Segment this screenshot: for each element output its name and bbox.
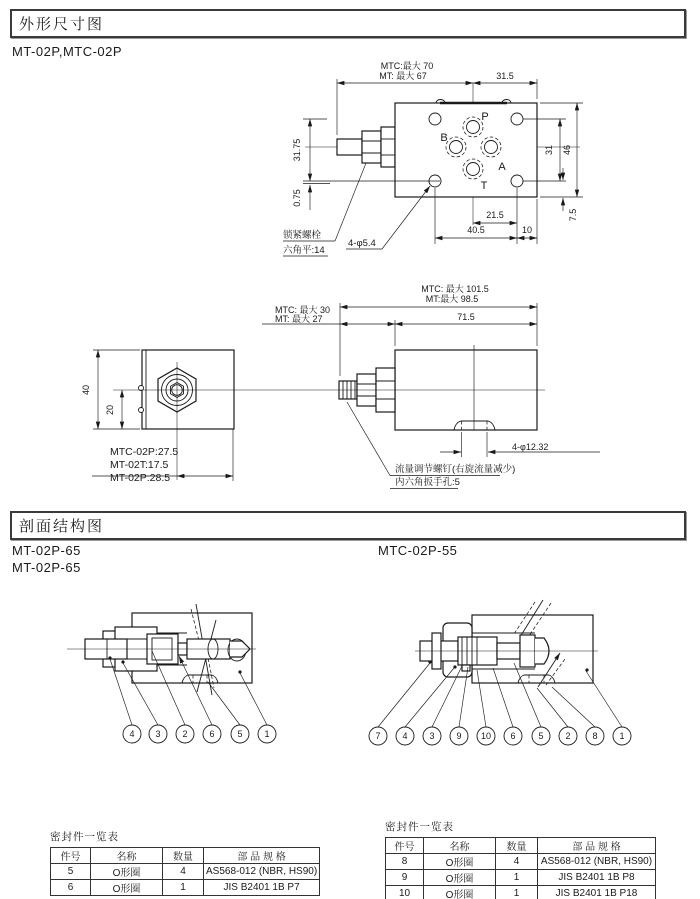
- callout-hex-flat: 六角平:14: [283, 245, 325, 256]
- cell-name: O形圈: [424, 886, 496, 899]
- balloon-r5-label: 5: [538, 731, 544, 741]
- dim-31-75: 31.75: [292, 138, 302, 162]
- balloon-9-label: 9: [456, 731, 462, 741]
- cell-name: O形圈: [91, 880, 163, 896]
- balloon-r4-label: 4: [402, 731, 408, 741]
- col-spec: 部 品 规 格: [538, 838, 656, 854]
- section2-header: [10, 511, 686, 540]
- section2-model-right: MTC-02P-55: [378, 543, 458, 558]
- balloon-3-label: 3: [155, 729, 161, 739]
- side-front-view-drawing: [80, 280, 640, 495]
- port-label-p: P: [481, 111, 489, 123]
- dim-71-5: 71.5: [457, 312, 475, 322]
- port-label-a: A: [498, 161, 506, 173]
- balloon-5-label: 5: [237, 729, 243, 739]
- balloon-1-label: 1: [264, 729, 270, 739]
- balloon-r3-label: 3: [429, 731, 435, 741]
- seal-table-right-title: 密封件一览表: [385, 821, 454, 833]
- table-row: [386, 854, 656, 870]
- dim-46: 46: [562, 144, 572, 156]
- seal-table-left: [50, 829, 320, 896]
- dim-mt-27: MT: 最大 27: [275, 314, 323, 324]
- cell-name: O形圈: [91, 864, 163, 880]
- cell-qty: 1: [496, 886, 538, 899]
- dim-40-5: 40.5: [467, 225, 485, 235]
- cell-spec: JIS B2401 1B P18: [538, 886, 656, 899]
- cross-section-right: [355, 595, 655, 755]
- cell-part-no: 10: [386, 886, 424, 899]
- dim-mtc-length: MTC:最大 70: [380, 61, 434, 71]
- section2-model-left1: MT-02P-65: [12, 543, 81, 558]
- cell-part-no: 5: [51, 864, 91, 880]
- top-view-drawing: [270, 58, 610, 258]
- table-row: [386, 870, 656, 886]
- balloon-10-label: 10: [480, 731, 492, 741]
- table-row: [386, 886, 656, 899]
- cell-spec: AS568-012 (NBR, HS90): [538, 854, 656, 870]
- cell-part-no: 9: [386, 870, 424, 886]
- balloon-6-label: 6: [209, 729, 215, 739]
- cell-spec: AS568-012 (NBR, HS90): [204, 864, 320, 880]
- side-label-1: MTC-02P:27.5: [110, 446, 179, 458]
- section1-header: [10, 9, 686, 38]
- side-view: [81, 350, 234, 484]
- cell-spec: JIS B2401 1B P7: [204, 880, 320, 896]
- col-qty: 数量: [163, 848, 204, 864]
- col-part-no: 件号: [386, 838, 424, 854]
- cell-qty: 1: [163, 880, 204, 896]
- section1-title: 外形尺寸图: [19, 16, 105, 33]
- cell-name: O形圈: [424, 854, 496, 870]
- section2-title: 剖面结构图: [19, 518, 105, 535]
- cross-section-left: [60, 595, 320, 755]
- port-label-t: T: [480, 180, 488, 192]
- cross-right-balloons: [369, 727, 631, 745]
- dim-mt-98-5: MT:最大 98.5: [425, 294, 479, 304]
- dim-40: 40: [81, 384, 91, 396]
- front-view: [262, 283, 600, 489]
- callout-hex-socket: 内六角扳手孔:5: [395, 477, 460, 488]
- balloon-r2-label: 2: [565, 731, 571, 741]
- side-label-3: MT-02P:28.5: [110, 472, 171, 484]
- cell-qty: 1: [496, 870, 538, 886]
- balloon-7-label: 7: [375, 731, 381, 741]
- callout-flow-screw: 流量调节螺钉(右旋流量减少): [395, 464, 516, 475]
- callout-mounting-holes: 4-φ5.4: [348, 238, 376, 249]
- table-header-row: [51, 848, 320, 864]
- callout-lock-bolt: 锁紧螺栓: [283, 230, 322, 241]
- table-header-row: [386, 838, 656, 854]
- port-label-b: B: [440, 132, 448, 144]
- col-part-no: 件号: [51, 848, 91, 864]
- dim-31-5: 31.5: [496, 71, 514, 81]
- dim-20: 20: [105, 404, 115, 416]
- col-name: 名称: [424, 838, 496, 854]
- cell-part-no: 8: [386, 854, 424, 870]
- cell-name: O形圈: [424, 870, 496, 886]
- top-view-lock-bolt: [337, 127, 395, 167]
- col-name: 名称: [91, 848, 163, 864]
- dim-21-5: 21.5: [486, 210, 504, 220]
- balloon-r6-label: 6: [510, 731, 516, 741]
- section2-model-left2: MT-02P-65: [12, 560, 81, 575]
- dim-mtc-30: MTC: 最大 30: [275, 305, 331, 315]
- dim-10: 10: [521, 225, 533, 235]
- callout-foot-holes: 4-φ12.32: [512, 442, 549, 452]
- cross-right-cartridge: [420, 633, 549, 671]
- cell-qty: 4: [163, 864, 204, 880]
- dim-mtc-101-5: MTC: 最大 101.5: [421, 284, 489, 294]
- seal-table-left-title: 密封件一览表: [50, 831, 119, 843]
- col-qty: 数量: [496, 838, 538, 854]
- cell-part-no: 6: [51, 880, 91, 896]
- balloon-r1-label: 1: [619, 731, 625, 741]
- dim-mt-length: MT: 最大 67: [379, 71, 427, 81]
- col-spec: 部 品 规 格: [204, 848, 320, 864]
- section1-model: MT-02P,MTC-02P: [12, 44, 123, 59]
- cell-spec: JIS B2401 1B P8: [538, 870, 656, 886]
- table-row: [51, 864, 320, 880]
- dim-31: 31: [544, 144, 554, 156]
- balloon-4-label: 4: [129, 729, 135, 739]
- balloon-8-label: 8: [592, 731, 598, 741]
- seal-table-right: [385, 819, 656, 899]
- table-row: [51, 880, 320, 896]
- dim-0-75: 0.75: [292, 189, 302, 207]
- dim-7-5: 7.5: [568, 208, 578, 222]
- cell-qty: 4: [496, 854, 538, 870]
- balloon-2-label: 2: [182, 729, 188, 739]
- side-label-2: MT-02T:17.5: [110, 459, 169, 471]
- cross-left-balloons: [123, 725, 276, 743]
